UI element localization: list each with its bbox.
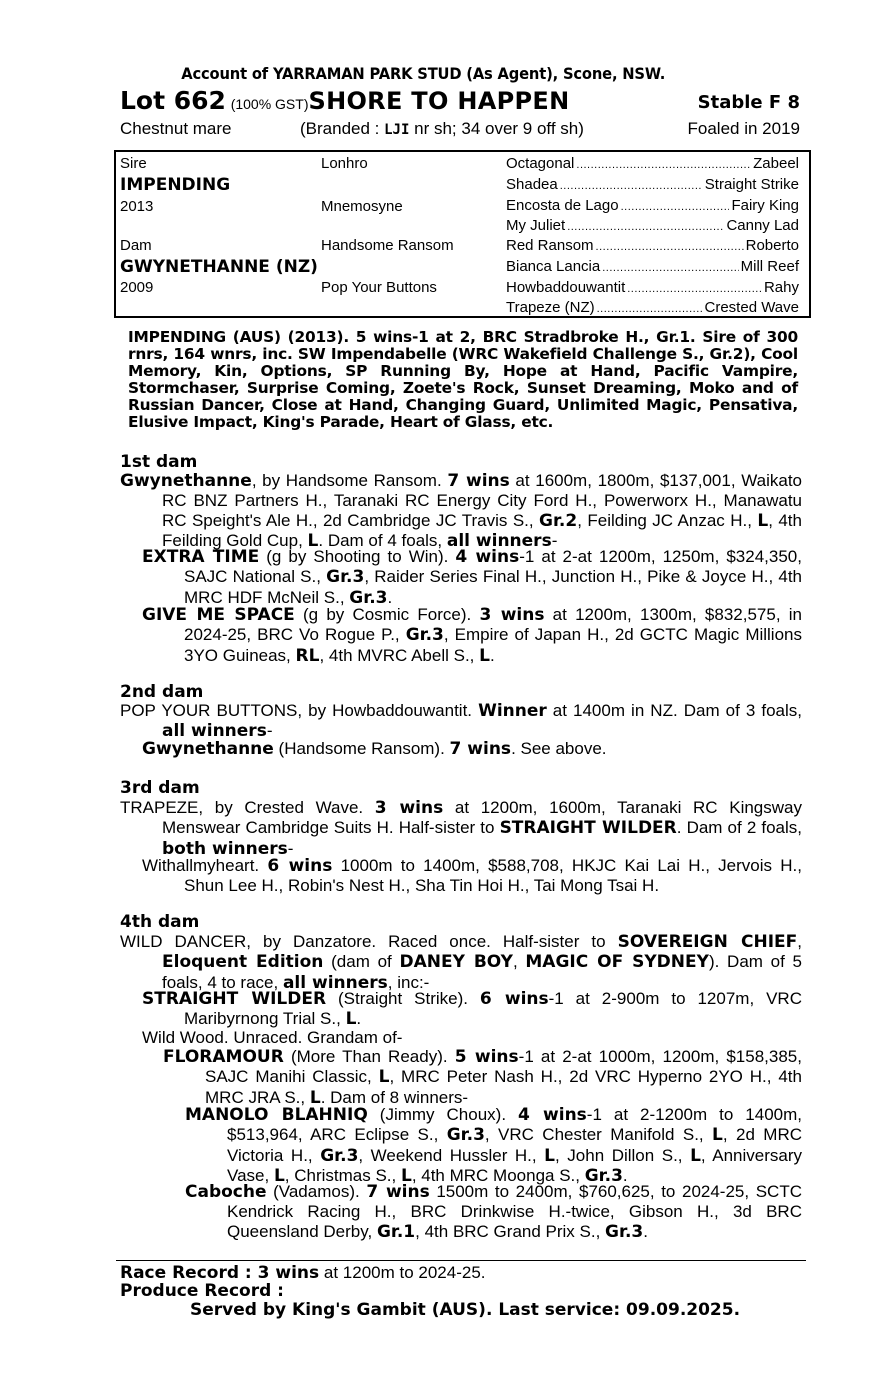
text: (More Than Ready). [283, 1047, 455, 1066]
produce-record-label: Produce Record : [120, 1281, 284, 1301]
text: , [512, 952, 526, 972]
footer-divider [116, 1260, 806, 1261]
text: . Dam of 2 foals, [676, 818, 802, 838]
grade: Gr.3 [326, 567, 365, 588]
text: , Weekend Hussler H., [358, 1145, 545, 1165]
text: (g by Shooting to Win). [259, 547, 456, 566]
text: -1 at 2-at 1000m, 1200m, $158,385, SAJC Manihi Classic, [205, 1047, 802, 1087]
gp-sire: Crested Wave [704, 299, 799, 316]
progeny-name: FLORAMOUR [163, 1047, 284, 1067]
text: , MRC Peter Nash H., 2d VRC Hyperno 2YO H., 4th MRC JRA S., [205, 1067, 802, 1107]
listed: L [309, 1087, 321, 1108]
listed: L [757, 510, 769, 531]
grandparent-row [506, 197, 799, 214]
half-sister: STRAIGHT WILDER [499, 818, 677, 839]
text: at 1200m, 1300m, $832,575, in 2024-25, BRC Vo Rogue P., [184, 605, 802, 645]
race-record-label: Race Record : 3 wins [120, 1263, 320, 1283]
wins: 5 wins [454, 1047, 519, 1067]
gst-note: (100% GST) [230, 96, 309, 112]
account-line: Account of YARRAMAN PARK STUD (As Agent), Scone, NSW. [181, 64, 666, 83]
text: . Dam of 4 foals, [318, 531, 447, 551]
progeny-entry [142, 739, 802, 759]
progeny-entry: Wild Wood. Unraced. Grandam of- [142, 1028, 403, 1047]
fourth-dam-text [120, 932, 802, 993]
text: -1 at 2-1200m to 1400m, $513,964, ARC Eclipse S., [227, 1105, 802, 1145]
listed: L [690, 1145, 701, 1166]
gp-name: Trapeze (NZ) [506, 299, 595, 316]
grade: Gr.3 [605, 1221, 644, 1242]
progeny-name: Withallmyheart. [142, 856, 268, 875]
grade: Gr.2 [539, 510, 578, 531]
wins: 7 wins [449, 739, 512, 759]
text: ). Dam of 5 foals, 4 to race, [162, 952, 802, 992]
lot-number: Lot 662 [120, 86, 226, 115]
gp-sire: Rahy [763, 279, 799, 296]
text: , 4th BRC Grand Prix S., [415, 1221, 606, 1241]
first-dam-text [120, 471, 802, 552]
all-winners: all winners [282, 972, 388, 993]
progeny-entry [142, 605, 802, 666]
brand-prefix: (Branded : [300, 119, 385, 138]
text: at 1400m in NZ. Dam of 3 foals, [546, 701, 803, 720]
listed: L [345, 1009, 357, 1030]
dam-name: GWYNETHANNE (NZ) [120, 257, 318, 277]
stable-label: Stable F 8 [697, 92, 800, 113]
sire-label: Sire [120, 155, 147, 172]
text: , 2d MRC Victoria H., [227, 1125, 802, 1165]
grade: Gr.3 [584, 1166, 623, 1187]
progeny-name: Caboche [185, 1182, 267, 1202]
text: . [643, 1221, 648, 1241]
dam-label: Dam [120, 237, 152, 254]
text: -1 at 2-900m to 1207m, VRC Maribyrnong Trial S., [184, 989, 802, 1029]
grade: Gr.3 [349, 587, 388, 608]
listed: L [400, 1166, 412, 1187]
text: , [797, 932, 803, 951]
grade: Gr.3 [405, 625, 444, 646]
text: TRAPEZE, by Crested Wave. [120, 798, 375, 817]
second-dam-heading: 2nd dam [120, 682, 204, 702]
text: (Straight Strike). [326, 989, 480, 1008]
text: . [356, 1009, 362, 1029]
grand-progeny-entry [163, 1047, 802, 1108]
progeny-entry [142, 856, 802, 896]
text: (g by Cosmic Force). [294, 605, 480, 624]
gp-sire: Zabeel [753, 155, 799, 172]
brand-mark: LJI [384, 122, 410, 138]
gp-sire: Roberto [745, 237, 799, 254]
grandparent-row [506, 299, 799, 316]
grade: Gr.3 [446, 1125, 485, 1146]
text: , 4th MVRC Abell S., [319, 645, 480, 665]
relative: SOVEREIGN CHIEF [617, 932, 798, 952]
text: , John Dillon S., [555, 1145, 691, 1165]
sire-sire: Lonhro [321, 155, 368, 172]
text: , inc:- [387, 972, 430, 992]
text: - [551, 531, 558, 551]
wins: 3 wins [479, 605, 545, 625]
text: WILD DANCER, by Danzatore. Raced once. Half-sister to [120, 932, 618, 951]
relative: DANEY BOY [399, 952, 513, 973]
gp-name: Octagonal [506, 155, 575, 172]
brand-suffix: nr sh; 34 over 9 off sh) [409, 119, 584, 138]
grade: Gr.1 [376, 1221, 416, 1242]
winner: Winner [478, 701, 547, 721]
grade: Gr.3 [320, 1145, 359, 1166]
race-record-value: at 1200m to 2024-25. [319, 1263, 486, 1282]
text: 1500m to 2400m, $760,625, to 2024-25, SCTC Kendrick Racing H., BRC Drinkwise H.-twice, Gibson H., 3d BRC Queensland Derby, [227, 1182, 802, 1241]
progeny-name: Gwynethanne [142, 739, 274, 759]
text: POP YOUR BUTTONS, by Howbaddouwantit. [120, 701, 479, 720]
grandparent-row [506, 258, 799, 275]
grandparent-row [506, 217, 799, 234]
fourth-dam-heading: 4th dam [120, 912, 200, 932]
text: at 1600m, 1800m, $137,001, Waikato RC BNZ Partners H., Taranaki RC Energy City Ford H., Powerworx H., Manawatu RC Speight's Ale H., 2d Cambridge JC Travis S., [162, 471, 802, 530]
all-winners: all winners [162, 721, 267, 742]
progeny-name: GIVE ME SPACE [142, 605, 295, 625]
text: (Jimmy Choux). [367, 1105, 519, 1124]
first-dam-heading: 1st dam [120, 452, 198, 472]
text: 1000m to 1400m, $588,708, HKJC Kai Lai H., Jervois H., Shun Lee H., Robin's Nest H., Sha Tin Hoi H., Tai Mong Tsai H. [184, 856, 802, 896]
gp-name: My Juliet [506, 217, 566, 234]
both-winners: both winners [162, 838, 288, 859]
progeny-name: EXTRA TIME [142, 547, 260, 567]
wins: 7 wins [366, 1182, 430, 1202]
gp-sire: Mill Reef [740, 258, 799, 275]
gp-sire: Fairy King [731, 197, 799, 214]
text: , Feilding JC Anzac H., [577, 510, 758, 530]
relative: Eloquent Edition [162, 952, 324, 973]
third-dam-text [120, 798, 802, 859]
text: . [622, 1166, 628, 1186]
text: at 1200m, 1600m, Taranaki RC Kingsway Menswear Cambridge Suits H. Half-sister to [162, 798, 802, 838]
wins: 3 wins [374, 798, 444, 818]
foaled-year: Foaled in 2019 [687, 119, 800, 138]
text: . [489, 645, 495, 665]
relative: MAGIC OF SYDNEY [525, 952, 709, 973]
grandparent-row [506, 237, 799, 254]
wins: 4 wins [518, 1105, 587, 1125]
brand-info [300, 119, 584, 139]
grandparent-row [506, 279, 799, 296]
text: (Handsome Ransom). [273, 739, 450, 758]
gp-name: Howbaddouwantit [506, 279, 626, 296]
listed: L [479, 645, 490, 666]
dam-dam: Pop Your Buttons [321, 279, 437, 296]
text: . [387, 587, 393, 607]
text: , 4th MRC Moonga S., [411, 1166, 585, 1186]
horse-description: Chestnut mare [120, 119, 232, 138]
text: . See above. [511, 739, 607, 758]
gp-name: Red Ransom [506, 237, 594, 254]
text: , Empire of Japan H., 2d GCTC Magic Millions 3YO Guineas, [184, 625, 802, 665]
text: . Dam of 8 winners- [320, 1087, 469, 1107]
text: , 4th Feilding Gold Cup, [162, 510, 802, 551]
sire-year: 2013 [120, 198, 154, 215]
sire-summary: IMPENDING (AUS) (2013). 5 wins-1 at 2, BRC Stradbroke H., Gr.1. Sire of 300 rnrs, 164 wnrs, inc. SW Impendabelle (WRC Wakefield Challenge S., Gr.2), Cool Memory, Kin, Options, SP Running By, Hope at Hand, Pacific Vampire, Stormchaser, Surprise Coming, Zoete's Rock, Sunset Dreaming, Moko and of Russian Dancer, Close at Hand, Changing Guard, Unlimited Magic, Pensativa, Elusive Impact, King's Parade, Heart of Glass, etc. [128, 328, 798, 431]
second-dam-text [120, 701, 802, 742]
wins: 4 wins [455, 547, 520, 567]
wins: 6 wins [267, 856, 333, 876]
dam-sire: Handsome Ransom [321, 237, 454, 254]
text: , Anniversary Vase, [227, 1145, 803, 1186]
great-grand-progeny-entry [185, 1105, 802, 1187]
wins: 6 wins [479, 989, 549, 1009]
sire-name: IMPENDING [120, 175, 231, 195]
all-winners: all winners [446, 531, 552, 552]
listed: L [378, 1067, 390, 1088]
gp-name: Encosta de Lago [506, 197, 619, 214]
listed: L [273, 1166, 285, 1187]
text: , Raider Series Final H., Junction H., Pike & Joyce H., 4th MRC HDF McNeil S., [184, 567, 803, 607]
progeny-name: MANOLO BLAHNIQ [185, 1105, 368, 1125]
progeny-name: STRAIGHT WILDER [142, 989, 327, 1009]
lot-line [120, 86, 569, 115]
text: -1 at 2-at 1200m, 1250m, $324,350, SAJC National S., [184, 547, 802, 587]
dam-name: Gwynethanne [120, 471, 252, 491]
text: - [266, 721, 273, 741]
great-grand-progeny-entry [185, 1182, 802, 1242]
text: , by Handsome Ransom. [251, 471, 448, 490]
horse-name: SHORE TO HAPPEN [308, 87, 570, 115]
listed: L [307, 531, 319, 552]
gp-sire: Canny Lad [726, 217, 799, 234]
gp-sire: Straight Strike [704, 176, 799, 193]
service-note: Served by King's Gambit (AUS). Last service: 09.09.2025. [190, 1300, 741, 1320]
gp-name: Bianca Lancia [506, 258, 601, 275]
grandparent-row [506, 176, 799, 193]
gp-name: Shadea [506, 176, 558, 193]
listed: L [712, 1125, 723, 1146]
text: (dam of [323, 952, 400, 972]
text: , Christmas S., [284, 1166, 401, 1186]
text: , VRC Chester Manifold S., [484, 1125, 713, 1145]
listed: L [544, 1145, 556, 1166]
text: (Vadamos). [266, 1182, 367, 1201]
progeny-entry [142, 989, 802, 1030]
sire-dam: Mnemosyne [321, 198, 403, 215]
text: - [287, 838, 294, 858]
grandparent-row [506, 155, 799, 172]
progeny-entry [142, 547, 802, 608]
third-dam-heading: 3rd dam [120, 778, 200, 798]
restricted-listed: RL [295, 645, 320, 666]
wins: 7 wins [447, 471, 510, 491]
dam-year: 2009 [120, 279, 154, 296]
